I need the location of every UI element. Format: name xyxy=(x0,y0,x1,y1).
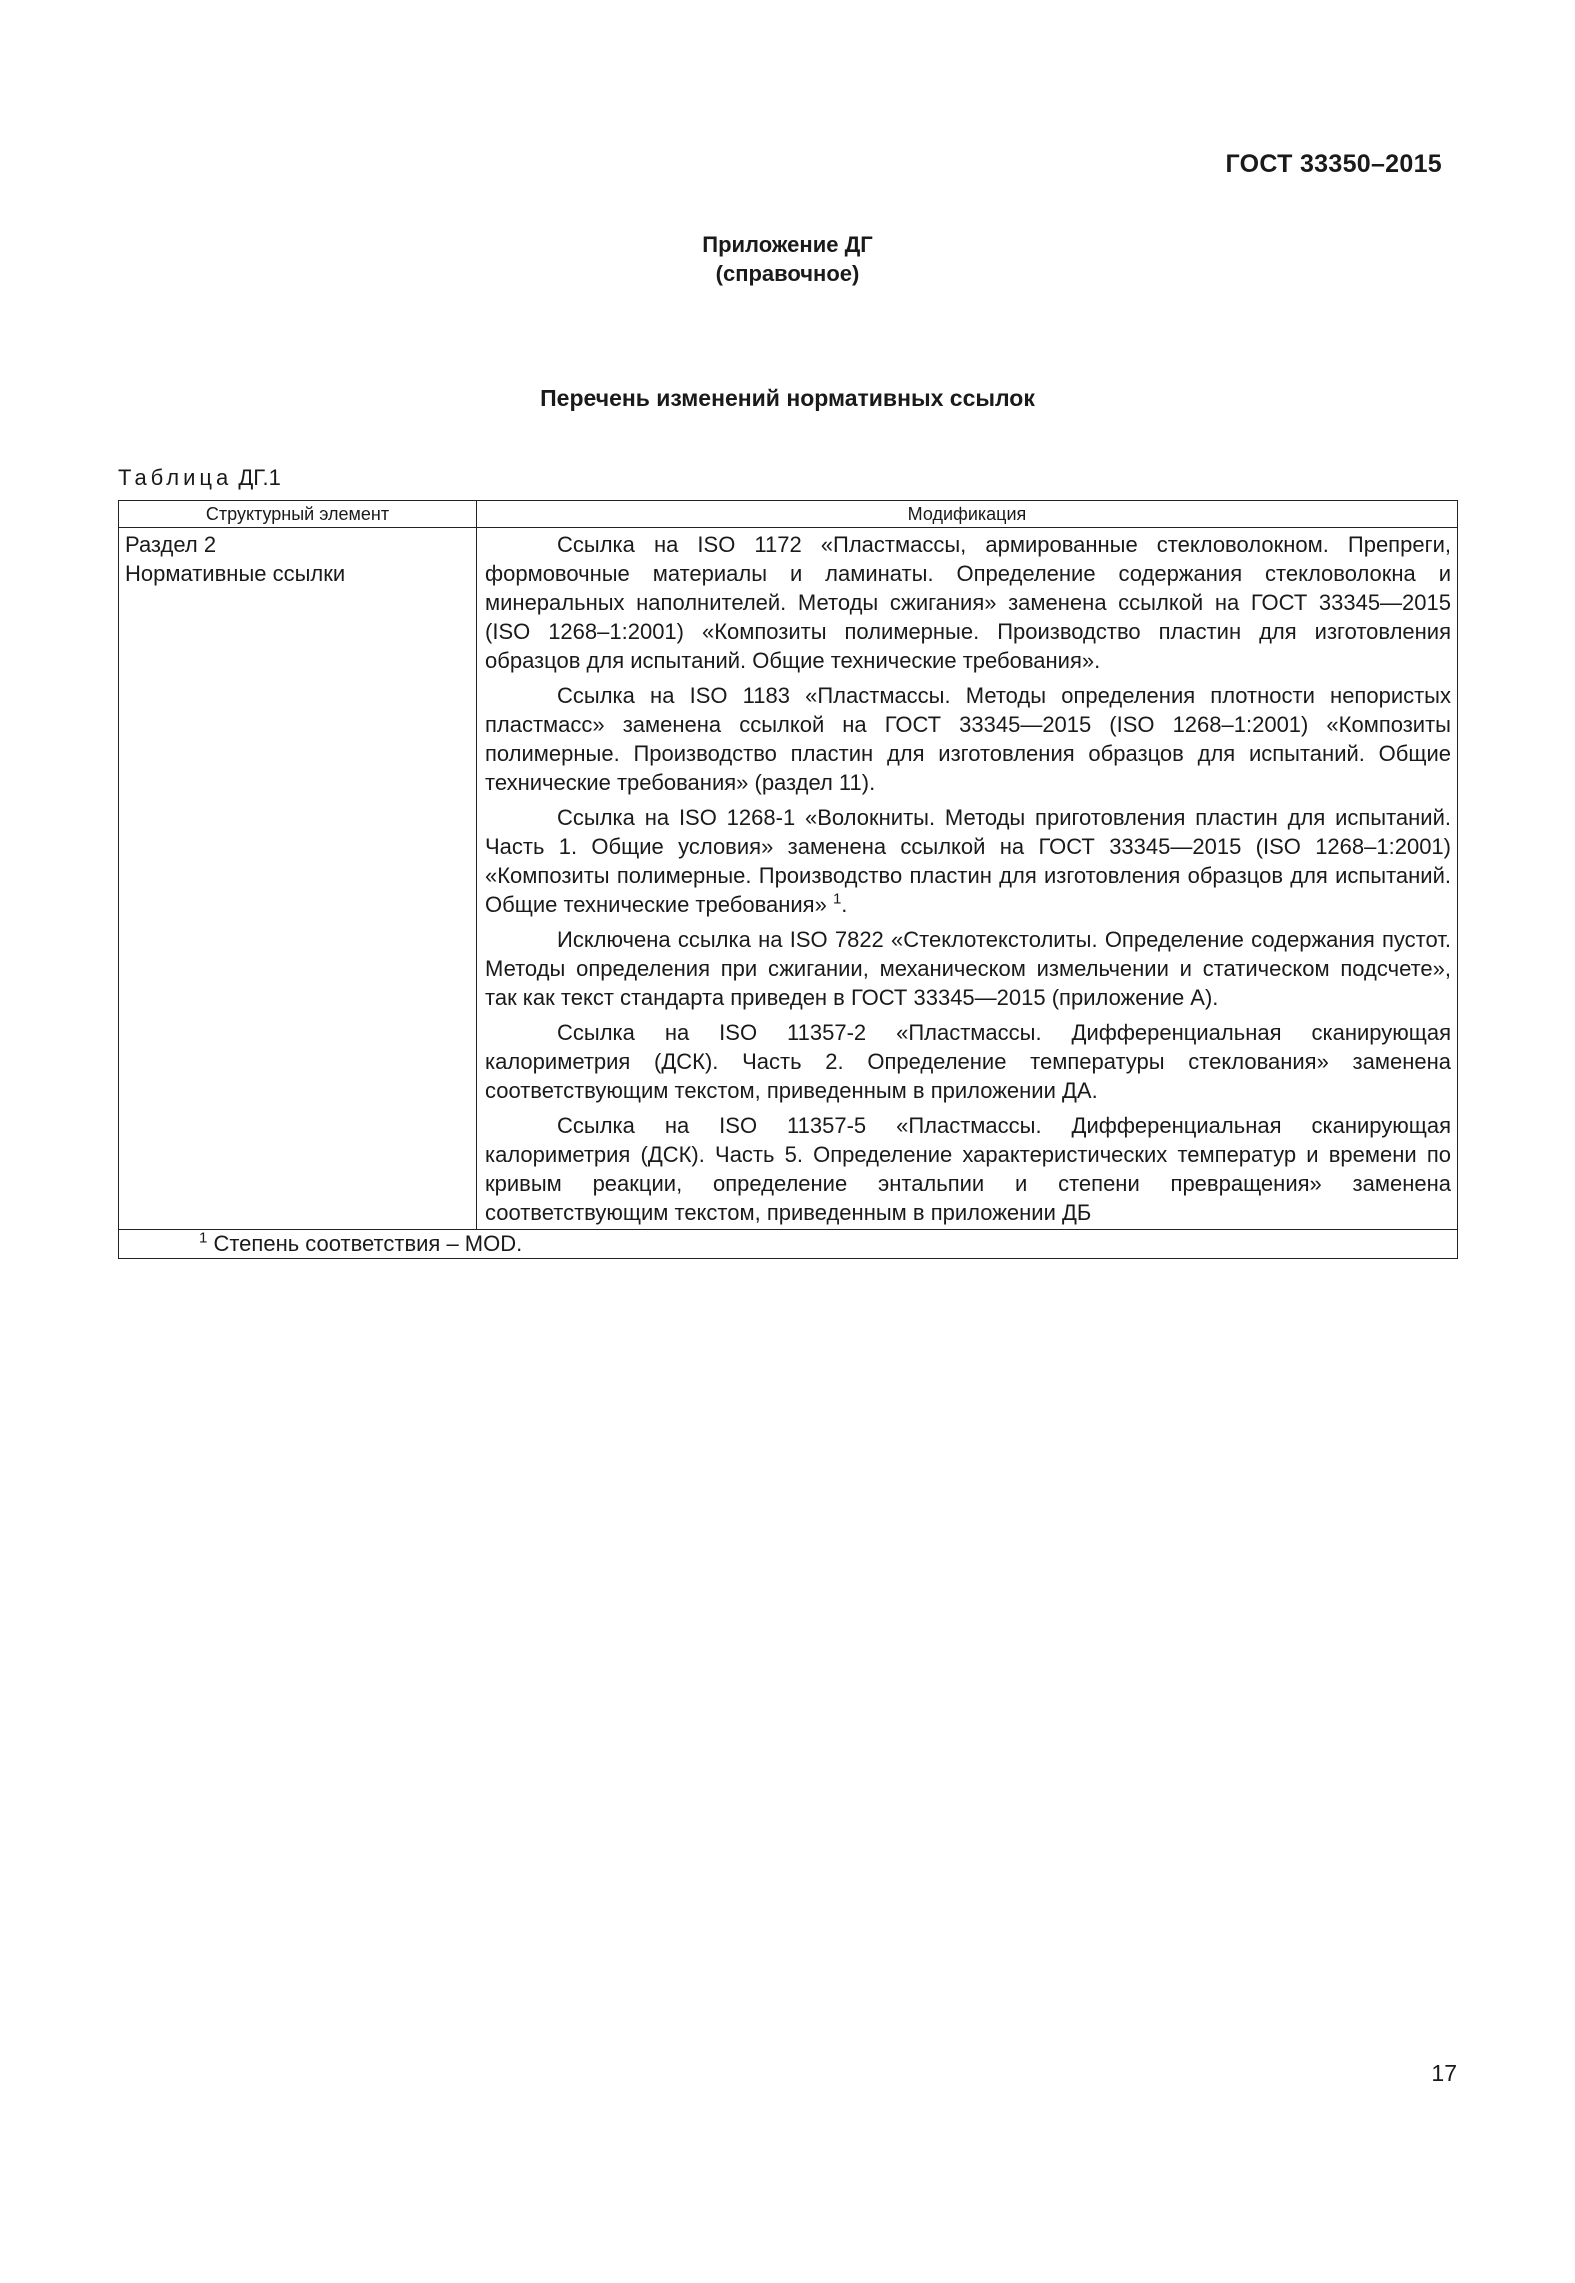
modification-text: Ссылка на ISO 11357-2 «Пластмассы. Дифференциальная сканирующая калориметрия (ДСК). Часть 2. Определение температуры стеклования» заменена соответствующим текстом, приведенным в приложении ДА. xyxy=(485,1020,1451,1103)
modification-paragraph xyxy=(485,681,1451,797)
section-label: Раздел 2 xyxy=(125,532,217,557)
modification-text: Исключена ссылка на ISO 7822 «Стеклотекстолиты. Определение содержания пустот. Методы определения при сжигании, механическом измельчении и статическом подсчете», так как текст стандарта приведен в ГОСТ 33345—2015 (приложение А). xyxy=(485,927,1451,1010)
modifications-table xyxy=(118,500,1458,1259)
modification-paragraph xyxy=(485,530,1451,675)
modification-cell xyxy=(477,528,1458,1230)
appendix-title: Приложение ДГ xyxy=(702,232,873,257)
document-code: ГОСТ 33350–2015 xyxy=(1225,150,1442,178)
list-title: Перечень изменений нормативных ссылок xyxy=(540,385,1035,411)
modification-text: Ссылка на ISO 1268-1 «Волокниты. Методы приготовления пластин для испытаний. Часть 1. Общие условия» заменена ссылкой на ГОСТ 33345—2015 (ISO 1268–1:2001) «Композиты полимерные. Производство пластин для изготовления образцов для испытаний. Общие технические требования» xyxy=(485,805,1451,917)
modification-paragraph xyxy=(485,1111,1451,1227)
appendix-subtitle: (справочное) xyxy=(715,261,860,286)
modification-text: Ссылка на ISO 1183 «Пластмассы. Методы определения плотности непористых пластмасс» заменена ссылкой на ГОСТ 33345—2015 (ISO 1268–1:2001) «Композиты полимерные. Производство пластин для изготовления образцов для испытаний. Общие технические требования» (раздел 11). xyxy=(485,683,1451,795)
table-row xyxy=(119,528,1458,1230)
footnote-reference: 1 xyxy=(832,890,842,908)
footnote-cell xyxy=(119,1230,1458,1259)
modification-paragraph: Ссылка на ISO 1268-1 «Волокниты. Методы приготовления пластин для испытаний. Часть 1. Общие условия» заменена ссылкой на ГОСТ 33345—2015 (ISO 1268–1:2001) «Композиты полимерные. Производство пластин для изготовления образцов для испытаний. Общие технические требования» $^1$. xyxy=(485,805,1451,917)
table-header-row xyxy=(119,501,1458,528)
header-structural-element: Структурный элемент xyxy=(119,501,477,528)
modification-text: Ссылка на ISO 11357-5 «Пластмассы. Дифференциальная сканирующая калориметрия (ДСК). Часть 5. Определение характеристических температур и времени по кривым реакции, определение энтальпии и степени превращения» заменена соответствующим текстом, приведенным в приложении ДБ xyxy=(485,1113,1451,1225)
table-caption xyxy=(118,465,281,491)
header-modification: Модификация xyxy=(477,501,1458,528)
modification-paragraph xyxy=(485,1018,1451,1105)
footnote-row xyxy=(119,1230,1458,1259)
section-name: Нормативные ссылки xyxy=(125,561,346,586)
footnote-mark: 1 xyxy=(199,1229,208,1247)
footnote-text: Степень соответствия – MOD. xyxy=(213,1231,523,1256)
table-caption-prefix: Таблица xyxy=(118,465,233,490)
table-caption-number: ДГ.1 xyxy=(238,465,281,490)
appendix-heading xyxy=(0,230,1575,288)
page-number: 17 xyxy=(1431,2060,1457,2086)
modification-paragraph xyxy=(485,925,1451,1012)
modification-text: Ссылка на ISO 1172 «Пластмассы, армированные стекловолокном. Препреги, формовочные материалы и ламинаты. Определение содержания стекловолокна и минеральных наполнителей. Методы сжигания» заменена ссылкой на ГОСТ 33345—2015 (ISO 1268–1:2001) «Композиты полимерные. Производство пластин для изготовления образцов для испытаний. Общие технические требования». xyxy=(485,532,1451,673)
structural-element-cell xyxy=(119,528,477,1230)
